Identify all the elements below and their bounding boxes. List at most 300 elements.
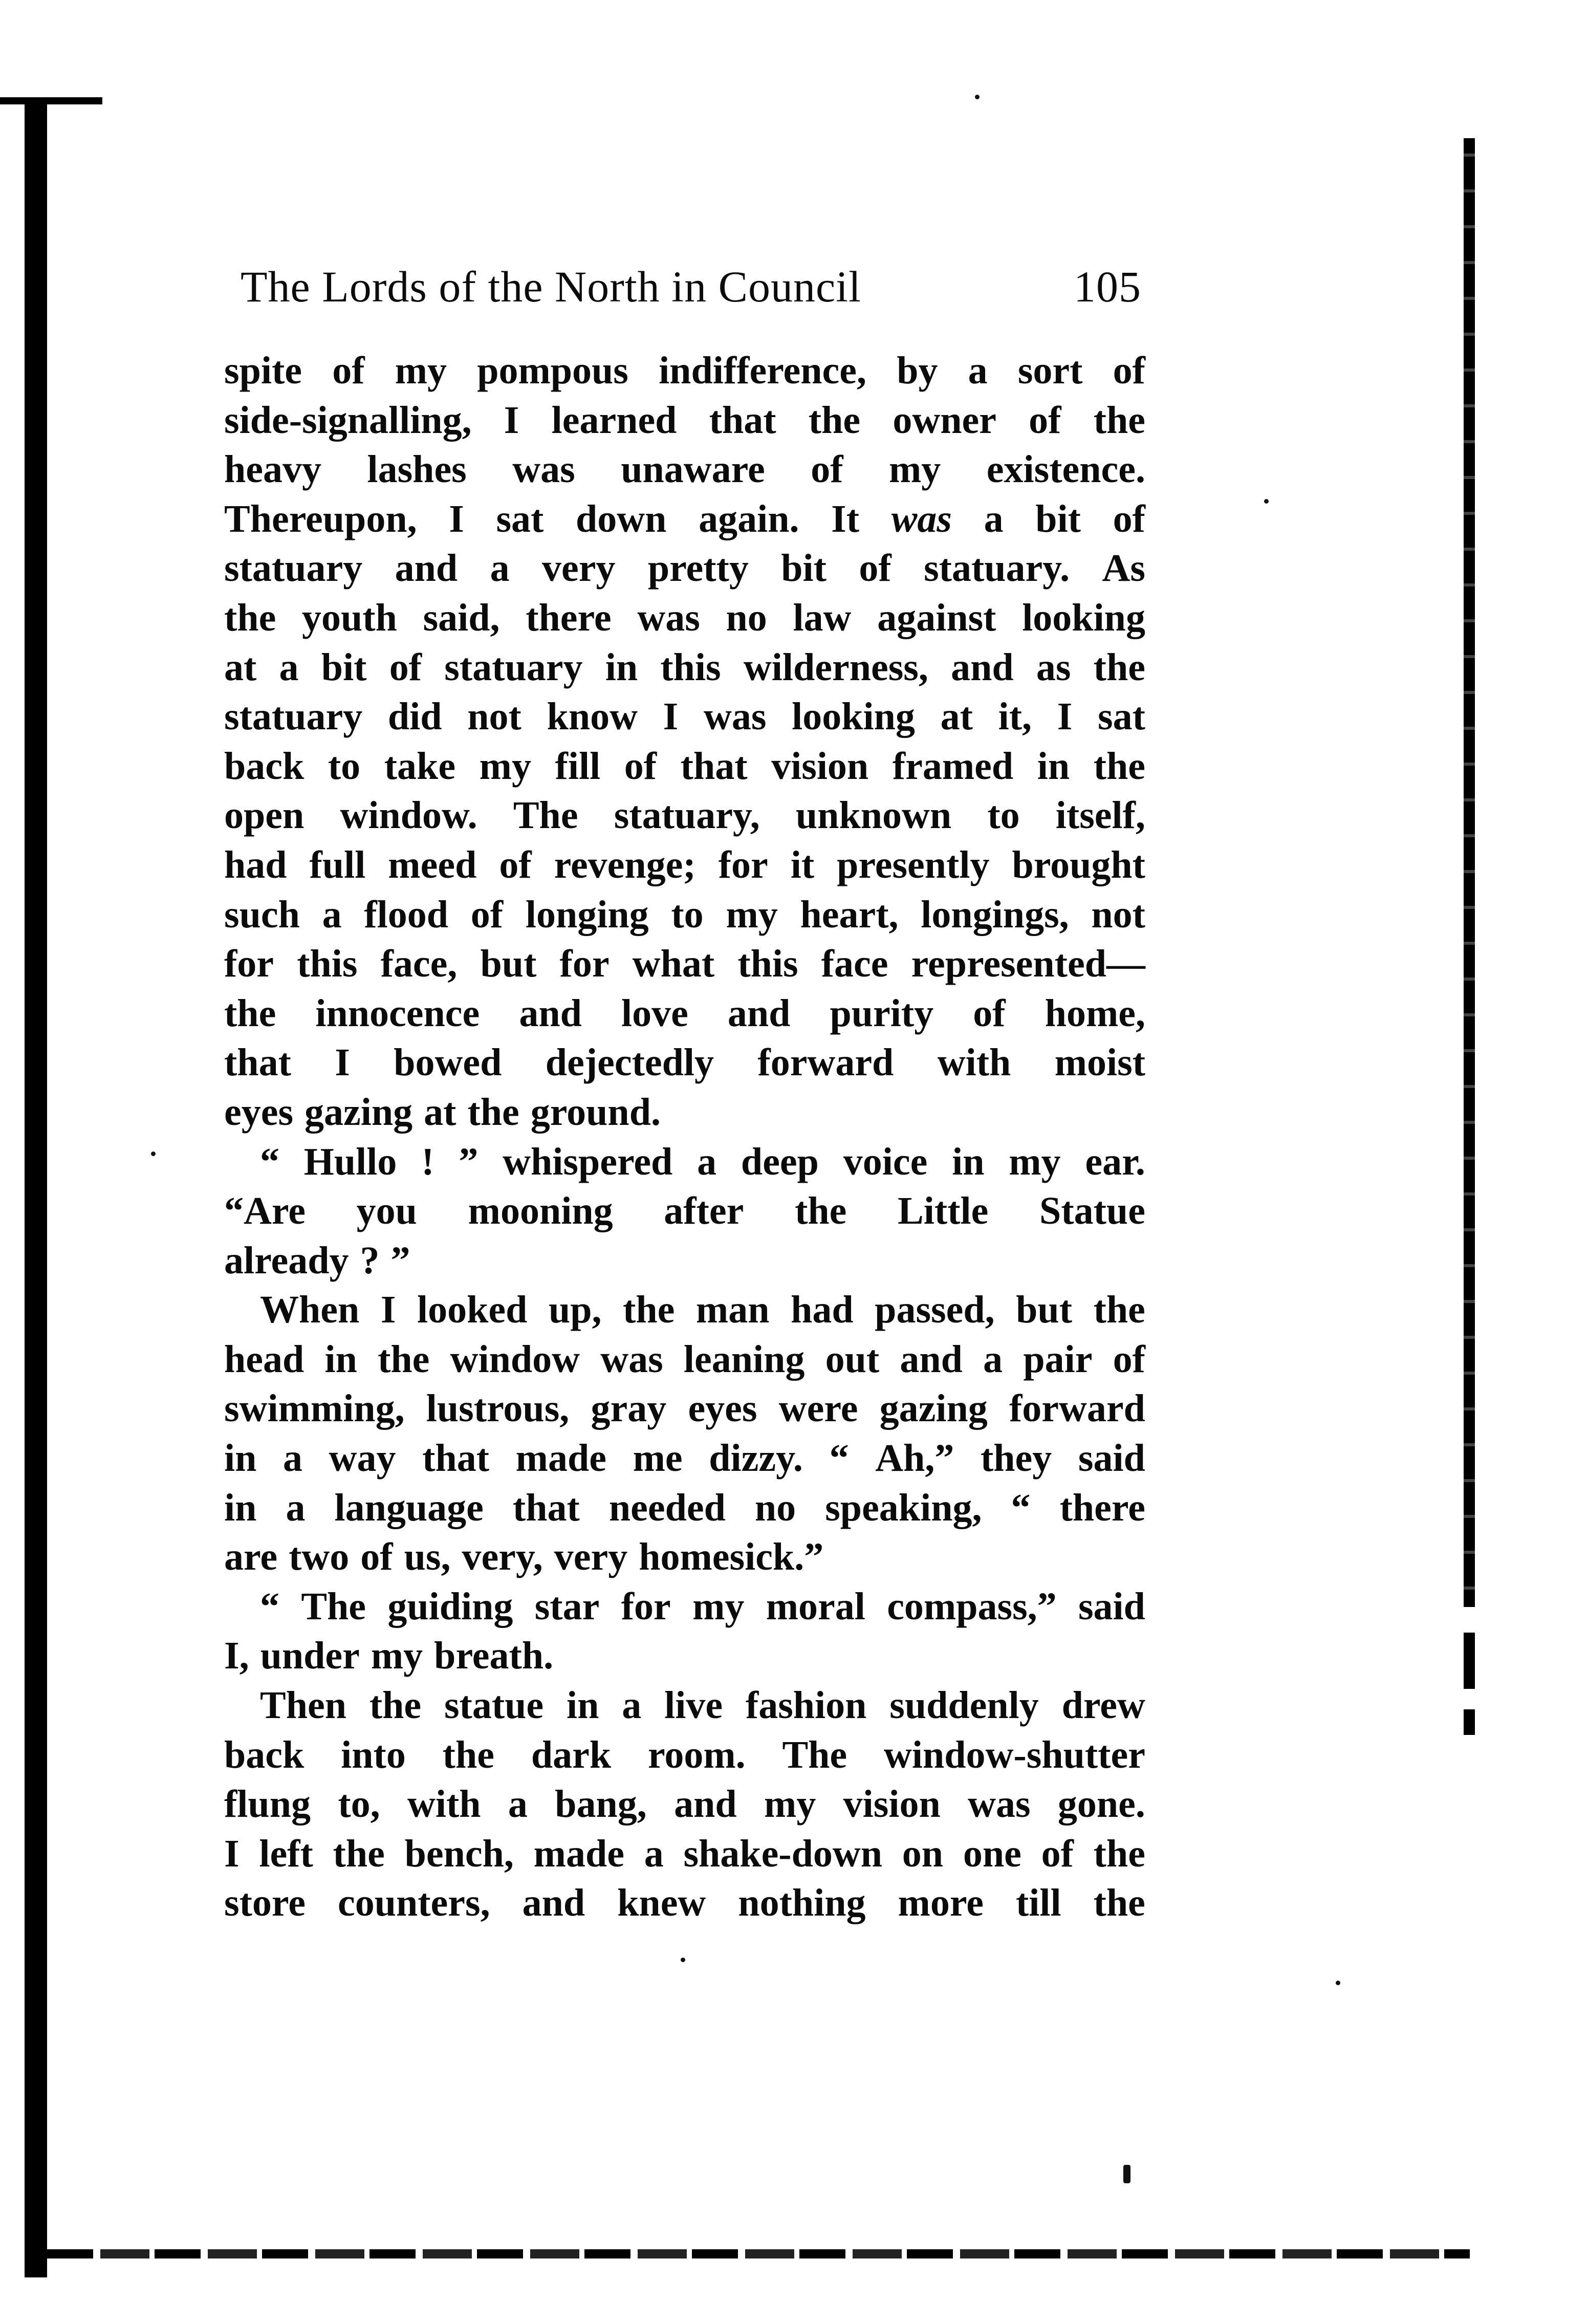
text-line (224, 1582, 1145, 1632)
word: of (1113, 1337, 1145, 1381)
word: sort (1017, 349, 1083, 392)
word: very (541, 547, 616, 590)
word: breath. (434, 1634, 554, 1678)
word: vision (771, 744, 869, 788)
word: bowed (394, 1041, 502, 1084)
word: what (632, 942, 715, 986)
word: by (897, 349, 938, 392)
text-line (224, 1878, 1145, 1928)
scan-speck (975, 95, 980, 99)
word: two (289, 1535, 350, 1579)
word: was (600, 1337, 663, 1381)
word: a (286, 1486, 306, 1529)
word: of (1113, 349, 1145, 392)
word: wilderness, (743, 645, 928, 689)
word: forward (1009, 1387, 1145, 1430)
text-line (224, 1384, 1145, 1434)
word: to (328, 744, 361, 788)
word: this (737, 942, 798, 986)
word: “ (260, 1140, 279, 1183)
word: ” (390, 1239, 410, 1282)
word: sat (1098, 695, 1145, 739)
word: meed (388, 843, 477, 886)
word: suddenly (889, 1684, 1039, 1727)
word: the (1093, 744, 1145, 788)
text-line (224, 840, 1145, 890)
word: this (297, 942, 358, 986)
word: the (378, 1337, 430, 1381)
word: the (1093, 1832, 1145, 1875)
word: full (309, 843, 366, 886)
word: open (224, 794, 304, 837)
text-line (224, 939, 1145, 989)
word: and (395, 547, 458, 590)
word: brought (1012, 843, 1145, 886)
text-line (224, 544, 1145, 593)
word: in (567, 1684, 599, 1727)
word: and (519, 991, 582, 1035)
text-line (224, 1730, 1145, 1780)
word: such (224, 893, 300, 936)
word: it, (998, 695, 1032, 739)
word: they (980, 1437, 1052, 1480)
word: mooning (468, 1189, 613, 1233)
word: ground. (530, 1090, 661, 1134)
scan-speck (151, 1152, 156, 1156)
word: that (709, 398, 776, 442)
word: speaking, (825, 1486, 982, 1529)
word: star (534, 1584, 600, 1628)
word: at (224, 645, 257, 689)
word: statuary (444, 645, 583, 689)
word: was (891, 497, 952, 540)
word: dejectedly (545, 1041, 714, 1084)
text-line (224, 396, 1145, 445)
word: ear. (1085, 1140, 1145, 1183)
word: It (831, 497, 860, 540)
word: a (968, 349, 988, 392)
word: the (808, 398, 861, 442)
word: left (259, 1832, 313, 1875)
word: heavy (224, 448, 321, 491)
word: heart, (800, 893, 899, 936)
scan-border-bottom (47, 2249, 1470, 2258)
word: a (283, 1437, 303, 1480)
text-line (224, 1186, 1145, 1236)
word: was (637, 596, 700, 639)
word: vision (843, 1783, 941, 1826)
word: of (332, 349, 365, 392)
word: for (224, 942, 274, 986)
word: this (660, 645, 721, 689)
word: ? (360, 1239, 380, 1282)
word: I (1057, 695, 1073, 739)
word: but (1016, 1288, 1072, 1332)
word: for (718, 843, 768, 886)
word: it (790, 843, 815, 886)
scan-speck (1264, 499, 1269, 504)
word: I (335, 1041, 350, 1084)
word: man (695, 1288, 770, 1332)
word: there (1059, 1486, 1145, 1529)
word: The (513, 794, 578, 837)
text-line (224, 1137, 1145, 1187)
text-line (224, 989, 1145, 1038)
scan-border-right (1464, 138, 1475, 1607)
word: and (727, 991, 791, 1035)
running-head-title: The Lords of the North in Council (241, 262, 861, 311)
scan-speck (1123, 2165, 1130, 2183)
word: language (334, 1486, 484, 1529)
word: a (279, 645, 299, 689)
word: revenge; (554, 843, 696, 886)
word: the (623, 1288, 675, 1332)
word: eyes (224, 1090, 294, 1134)
word: presently (837, 843, 990, 886)
word: purity (830, 991, 934, 1035)
word: to, (338, 1783, 380, 1826)
word: moist (1054, 1041, 1145, 1084)
word: made (533, 1832, 624, 1875)
scan-border-left (25, 102, 47, 2277)
word: in (1037, 744, 1070, 788)
text-line (224, 346, 1145, 396)
word: “ (829, 1437, 849, 1480)
word: looking (1022, 596, 1145, 639)
word: the (333, 1832, 385, 1875)
word: in (224, 1486, 257, 1529)
word: gone. (1057, 1783, 1145, 1826)
word: face, (380, 942, 458, 986)
word: knew (617, 1881, 706, 1925)
word: I (663, 695, 679, 739)
word: way (329, 1437, 396, 1480)
text-line (224, 1779, 1145, 1829)
word: you (356, 1189, 417, 1233)
word: pair (1023, 1337, 1093, 1381)
word: not (1091, 893, 1145, 936)
word: sat (496, 497, 544, 540)
word: The (301, 1584, 366, 1628)
text-line (224, 742, 1145, 791)
word: already (224, 1239, 349, 1282)
word: of (1041, 1832, 1074, 1875)
text-line (224, 445, 1145, 494)
word: statuary (224, 547, 363, 590)
word: no (754, 1486, 796, 1529)
word: itself, (1055, 794, 1145, 837)
scan-speck (681, 1958, 685, 1962)
word: me (633, 1437, 683, 1480)
word: flung (224, 1783, 311, 1826)
word: owner (893, 398, 996, 442)
word: made (515, 1437, 606, 1480)
word: flood (364, 893, 449, 936)
word: was (968, 1783, 1031, 1826)
word: into (341, 1733, 406, 1776)
page-number: 105 (1074, 262, 1141, 311)
text-line (224, 1285, 1145, 1335)
word: learned (551, 398, 677, 442)
word: of (973, 991, 1006, 1035)
word: no (726, 596, 767, 639)
word: When (260, 1288, 360, 1332)
word: framed (892, 744, 1014, 788)
word: I (224, 1832, 240, 1875)
word: back (224, 744, 304, 788)
word: window (450, 1337, 580, 1381)
word: bench, (404, 1832, 514, 1875)
word: for (559, 942, 610, 986)
word: shake-down (683, 1832, 883, 1875)
word: voice (843, 1140, 928, 1183)
word: said (1078, 1584, 1145, 1628)
word: very, (462, 1535, 543, 1579)
word: of (811, 448, 843, 491)
word: against (877, 596, 996, 639)
word: for (621, 1584, 671, 1628)
word: statue (444, 1684, 544, 1727)
word: with (937, 1041, 1011, 1084)
word: youth (302, 596, 397, 639)
word: had (791, 1288, 854, 1332)
word: innocence (315, 991, 480, 1035)
text-line (224, 890, 1145, 940)
word: but (480, 942, 537, 986)
word: longings, (921, 893, 1069, 936)
word: was (512, 448, 575, 491)
word: I (449, 497, 464, 540)
word: dark (531, 1733, 612, 1776)
word: a (984, 497, 1004, 540)
word: said (1078, 1437, 1145, 1480)
word: the (1093, 1288, 1145, 1332)
word: dizzy. (709, 1437, 803, 1480)
word: forward (757, 1041, 894, 1084)
text-line (224, 1631, 1145, 1681)
word: after (664, 1189, 744, 1233)
running-head (241, 261, 1141, 322)
word: window-shutter (884, 1733, 1145, 1776)
word: of (859, 547, 891, 590)
word: the (224, 991, 276, 1035)
text-line (224, 494, 1145, 544)
word: and (900, 1337, 963, 1381)
word: store (224, 1881, 306, 1925)
text-line (224, 1681, 1145, 1730)
text-line (224, 1335, 1145, 1384)
word: passed, (875, 1288, 995, 1332)
word: a (322, 893, 342, 936)
word: and (951, 645, 1014, 689)
word: my (889, 448, 941, 491)
word: at (424, 1090, 456, 1134)
word: one (963, 1832, 1021, 1875)
word: Ah,” (875, 1437, 954, 1480)
word: said, (423, 596, 500, 639)
word: counters, (337, 1881, 490, 1925)
word: moral (766, 1584, 865, 1628)
word: looking (792, 695, 915, 739)
word: was (703, 695, 767, 739)
word: on (902, 1832, 944, 1875)
word: homesick.” (639, 1535, 824, 1579)
word: in (224, 1437, 257, 1480)
word: a (644, 1832, 664, 1875)
word: window. (340, 794, 477, 837)
text-line (224, 1434, 1145, 1483)
word: of (624, 744, 657, 788)
word: drew (1061, 1684, 1145, 1727)
word: nothing (738, 1881, 866, 1925)
word: Statue (1039, 1189, 1145, 1233)
word: Little (898, 1189, 989, 1233)
word: my (726, 893, 778, 936)
word: know (547, 695, 638, 739)
text-line (224, 643, 1145, 692)
word: the (795, 1189, 847, 1233)
word: a (490, 547, 510, 590)
word: a (622, 1684, 642, 1727)
word: to (671, 893, 704, 936)
word: fill (555, 744, 601, 788)
word: statuary. (924, 547, 1070, 590)
word: “Are (224, 1189, 306, 1233)
scan-border-right-mark (1464, 1709, 1475, 1735)
word: the (1093, 645, 1145, 689)
word: love (621, 991, 688, 1035)
word: a (983, 1337, 1003, 1381)
word: ! (421, 1140, 434, 1183)
text-line (224, 1483, 1145, 1533)
word: leaning (683, 1337, 805, 1381)
word: “ (260, 1584, 279, 1628)
word: not (467, 695, 521, 739)
word: my (692, 1584, 745, 1628)
word: in (324, 1337, 357, 1381)
word: lustrous, (426, 1387, 570, 1430)
word: of (1029, 398, 1061, 442)
word: statuary, (614, 794, 760, 837)
word: that (422, 1437, 490, 1480)
word: my (395, 349, 447, 392)
word: home, (1045, 991, 1145, 1035)
word: law (793, 596, 852, 639)
word: of (499, 843, 532, 886)
word: existence. (986, 448, 1145, 491)
word: indifference, (659, 349, 867, 392)
word: looked (417, 1288, 528, 1332)
word: bit (1035, 497, 1081, 540)
word: my (479, 744, 531, 788)
word: my (371, 1634, 423, 1678)
word: a (508, 1783, 528, 1826)
word: of (1113, 497, 1145, 540)
text-line (224, 1829, 1145, 1879)
word: head (224, 1337, 304, 1381)
word: of (389, 645, 422, 689)
word: room. (647, 1733, 746, 1776)
text-line (224, 1088, 1145, 1137)
word: Hullo (303, 1140, 397, 1183)
text-line (224, 692, 1145, 742)
word: statuary (224, 695, 363, 739)
word: that (512, 1486, 580, 1529)
word: as (1036, 645, 1071, 689)
word: that (680, 744, 748, 788)
word: the (442, 1733, 494, 1776)
word: bit (781, 547, 826, 590)
word: gray (591, 1387, 667, 1430)
word: face (821, 942, 888, 986)
text-line (224, 791, 1145, 840)
word: bit (321, 645, 367, 689)
word: and (522, 1881, 585, 1925)
word: lashes (367, 448, 467, 491)
word: at (940, 695, 973, 739)
word: live (664, 1684, 723, 1727)
word: I (504, 398, 519, 442)
word: compass,” (887, 1584, 1057, 1628)
word: very (554, 1535, 628, 1579)
word: a (697, 1140, 717, 1183)
word: unknown (795, 794, 952, 837)
word: down (576, 497, 667, 540)
text-line (224, 1236, 1145, 1286)
word: the (369, 1684, 422, 1727)
word: pompous (477, 349, 628, 392)
word: with (407, 1783, 481, 1826)
word: gazing (879, 1387, 988, 1430)
word: Then (260, 1684, 346, 1727)
word: had (224, 843, 287, 886)
word: side-signalling, (224, 398, 472, 442)
body-text (224, 346, 1145, 1928)
word: pretty (647, 547, 749, 590)
word: unaware (621, 448, 765, 491)
word: guiding (387, 1584, 513, 1628)
word: that (224, 1041, 291, 1084)
word: in (605, 645, 638, 689)
scan-border-top-left (0, 97, 102, 104)
word: were (778, 1387, 858, 1430)
word: under (260, 1634, 360, 1678)
word: fashion (745, 1684, 867, 1727)
word: more (898, 1881, 984, 1925)
word: the (1093, 1881, 1145, 1925)
word: “ (1011, 1486, 1031, 1529)
text-line (224, 1038, 1145, 1088)
word: in (952, 1140, 985, 1183)
word: gazing (304, 1090, 413, 1134)
word: ” (459, 1140, 478, 1183)
word: bang, (555, 1783, 647, 1826)
word: of (360, 1535, 393, 1579)
word: are (224, 1535, 278, 1579)
word: back (224, 1733, 304, 1776)
word: deep (741, 1140, 819, 1183)
word: out (825, 1337, 880, 1381)
word: the (467, 1090, 519, 1134)
word: eyes (688, 1387, 757, 1430)
word: the (1093, 398, 1145, 442)
word: my (1009, 1140, 1061, 1183)
text-line (224, 593, 1145, 643)
word: take (384, 744, 456, 788)
word: and (674, 1783, 737, 1826)
word: Thereupon, (224, 497, 417, 540)
word: represented— (911, 942, 1145, 986)
